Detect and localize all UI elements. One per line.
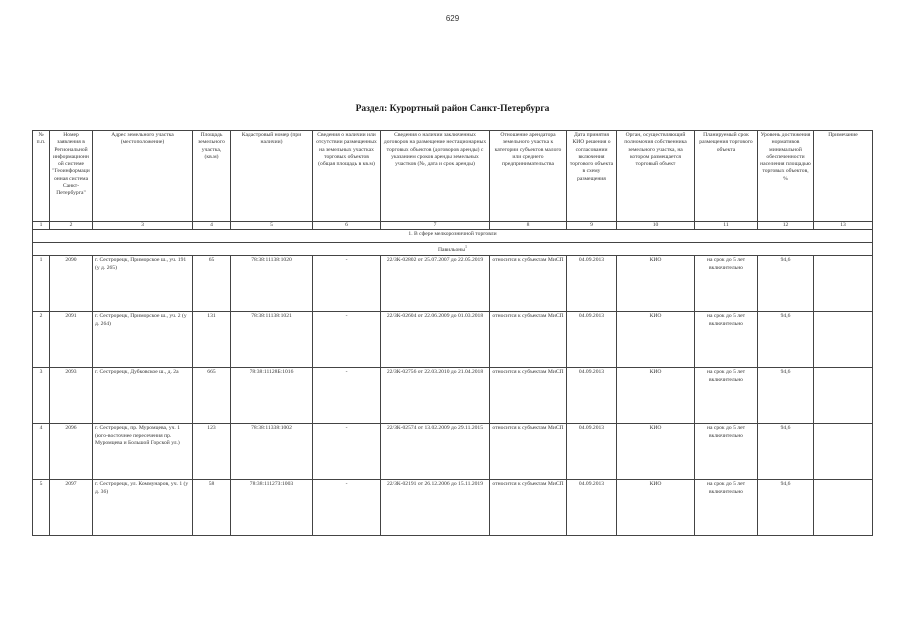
column-header: Сведения о наличии или отсутствии размещенных на земельных участках торговых объектов (общая площадь в кв.м) — [313, 131, 381, 222]
cell-number: 4 — [33, 424, 50, 480]
column-number: 1 — [33, 222, 50, 230]
cell-note — [814, 256, 873, 312]
section-title: Раздел: Курортный район Санкт-Петербурга — [355, 104, 550, 114]
cell-objects: - — [313, 424, 381, 480]
cell-authority: КИО — [617, 480, 695, 536]
page-number: 629 — [445, 14, 460, 23]
column-number: 2 — [50, 222, 93, 230]
subgroup-label: Павильоны — [437, 247, 466, 254]
cell-area: 65 — [193, 256, 231, 312]
column-number: 10 — [617, 222, 695, 230]
column-header: Сведения о наличии заключенных договоров на размещение нестационарных торговых объектов (договоров аренды) с указанием сроков аренды земельных участков (№, дата и срок аренды) — [381, 131, 490, 222]
cell-number: 3 — [33, 368, 50, 424]
cell-objects: - — [313, 480, 381, 536]
cell-note — [814, 424, 873, 480]
column-number: 5 — [231, 222, 313, 230]
column-number: 12 — [758, 222, 814, 230]
cell-cadastral: 78:38:11138:1021 — [231, 312, 313, 368]
cell-objects: - — [313, 368, 381, 424]
cell-contract: 22/ЗК-02574 от 13.02.2009 до 29.11.2015 — [381, 424, 490, 480]
cell-note — [814, 368, 873, 424]
cell-contract: 22/ЗК-02191 от 26.12.2006 до 15.11.2019 — [381, 480, 490, 536]
column-number: 13 — [814, 222, 873, 230]
cell-address: г. Сестрорецк, пр. Муромцева, уч. 1 (юго-восточнее пересечения пр. Муромцева и Большой Горской ул.) — [93, 424, 193, 480]
column-number: 7 — [381, 222, 490, 230]
subgroup-footnote-mark: 1 — [465, 244, 468, 250]
column-number: 9 — [567, 222, 617, 230]
cell-note — [814, 480, 873, 536]
cell-category: относится к субъектам МиСП — [490, 256, 567, 312]
column-header: Планируемый срок размещения торгового объекта — [695, 131, 758, 222]
cell-term: на срок до 5 лет включительно — [695, 256, 758, 312]
cell-category: относится к субъектам МиСП — [490, 424, 567, 480]
cell-objects: - — [313, 256, 381, 312]
cell-application-id: 2096 — [50, 424, 93, 480]
cell-category: относится к субъектам МиСП — [490, 480, 567, 536]
column-number: 6 — [313, 222, 381, 230]
cell-application-id: 2091 — [50, 312, 93, 368]
cell-authority: КИО — [617, 368, 695, 424]
column-header: Номер заявления в Региональной информационной системе "Геоинформационная система Санкт-Петербурга" — [50, 131, 93, 222]
column-header: № п.п. — [33, 131, 50, 222]
table-row — [33, 480, 873, 536]
cell-level: 94,6 — [758, 256, 814, 312]
group-row — [33, 230, 873, 243]
cell-decision-date: 04.09.2013 — [567, 424, 617, 480]
cell-number: 2 — [33, 312, 50, 368]
cell-term: на срок до 5 лет включительно — [695, 368, 758, 424]
column-header: Площадь земельного участка, (кв.м) — [193, 131, 231, 222]
group-label: 1. В сфере мелкорозничной торговли — [33, 230, 873, 243]
cell-application-id: 2090 — [50, 256, 93, 312]
cell-decision-date: 04.09.2013 — [567, 256, 617, 312]
column-number-row — [33, 222, 873, 230]
cell-authority: КИО — [617, 312, 695, 368]
cell-term: на срок до 5 лет включительно — [695, 424, 758, 480]
cell-authority: КИО — [617, 256, 695, 312]
column-header: Адрес земельного участка (местоположение) — [93, 131, 193, 222]
cell-note — [814, 312, 873, 368]
cell-number: 5 — [33, 480, 50, 536]
cell-cadastral: 78:38:11338:1002 — [231, 424, 313, 480]
register-table — [32, 130, 873, 536]
header-row — [33, 131, 873, 222]
cell-level: 94,6 — [758, 480, 814, 536]
table-row — [33, 256, 873, 312]
column-number: 3 — [93, 222, 193, 230]
cell-address: г. Сестрорецк, Приморское ш., уч. 191 (у д. 265) — [93, 256, 193, 312]
cell-cadastral: 78:38:11138:1020 — [231, 256, 313, 312]
cell-level: 94,6 — [758, 424, 814, 480]
table-row — [33, 424, 873, 480]
table-row — [33, 368, 873, 424]
cell-decision-date: 04.09.2013 — [567, 312, 617, 368]
cell-decision-date: 04.09.2013 — [567, 480, 617, 536]
cell-contract: 22/ЗК-02756 от 22.03.2010 до 21.04.2018 — [381, 368, 490, 424]
cell-decision-date: 04.09.2013 — [567, 368, 617, 424]
cell-term: на срок до 5 лет включительно — [695, 480, 758, 536]
cell-address: г. Сестрорецк, Дубковское ш., д. 2а — [93, 368, 193, 424]
cell-category: относится к субъектам МиСП — [490, 312, 567, 368]
cell-contract: 22/ЗК-02604 от 22.06.2009 до 01.03.2018 — [381, 312, 490, 368]
cell-area: 131 — [193, 312, 231, 368]
subgroup-cell — [33, 243, 873, 256]
column-header: Примечание — [814, 131, 873, 222]
cell-authority: КИО — [617, 424, 695, 480]
cell-cadastral: 78:38:11128Б:1016 — [231, 368, 313, 424]
column-number: 4 — [193, 222, 231, 230]
column-header: Дата принятия КИО решения о согласовании включения торгового объекта в схему размещения — [567, 131, 617, 222]
table-row — [33, 312, 873, 368]
cell-number: 1 — [33, 256, 50, 312]
cell-level: 94,6 — [758, 368, 814, 424]
cell-level: 94,6 — [758, 312, 814, 368]
cell-application-id: 2097 — [50, 480, 93, 536]
column-header: Кадастровый номер (при наличии) — [231, 131, 313, 222]
cell-contract: 22/ЗК-02802 от 25.07.2007 до 22.05.2019 — [381, 256, 490, 312]
column-number: 11 — [695, 222, 758, 230]
cell-area: 665 — [193, 368, 231, 424]
column-number: 8 — [490, 222, 567, 230]
column-header: Орган, осуществляющий полномочия собственника земельного участка, на котором размещается торговый объект — [617, 131, 695, 222]
cell-cadastral: 78:38:11127З:1003 — [231, 480, 313, 536]
cell-area: 58 — [193, 480, 231, 536]
cell-address: г. Сестрорецк, Приморское ш., уч. 2 (у д. 264) — [93, 312, 193, 368]
cell-application-id: 2093 — [50, 368, 93, 424]
cell-objects: - — [313, 312, 381, 368]
column-header: Отношение арендатора земельного участка к категории субъектов малого или среднего предпринимательства — [490, 131, 567, 222]
cell-term: на срок до 5 лет включительно — [695, 312, 758, 368]
cell-address: г. Сестрорецк, ул. Коммунаров, уч. 1 (у д. 36) — [93, 480, 193, 536]
subgroup-row — [33, 243, 873, 256]
cell-area: 123 — [193, 424, 231, 480]
column-header: Уровень достижения нормативов минимальной обеспеченности населения площадью торговых объектов, % — [758, 131, 814, 222]
cell-category: относится к субъектам МиСП — [490, 368, 567, 424]
